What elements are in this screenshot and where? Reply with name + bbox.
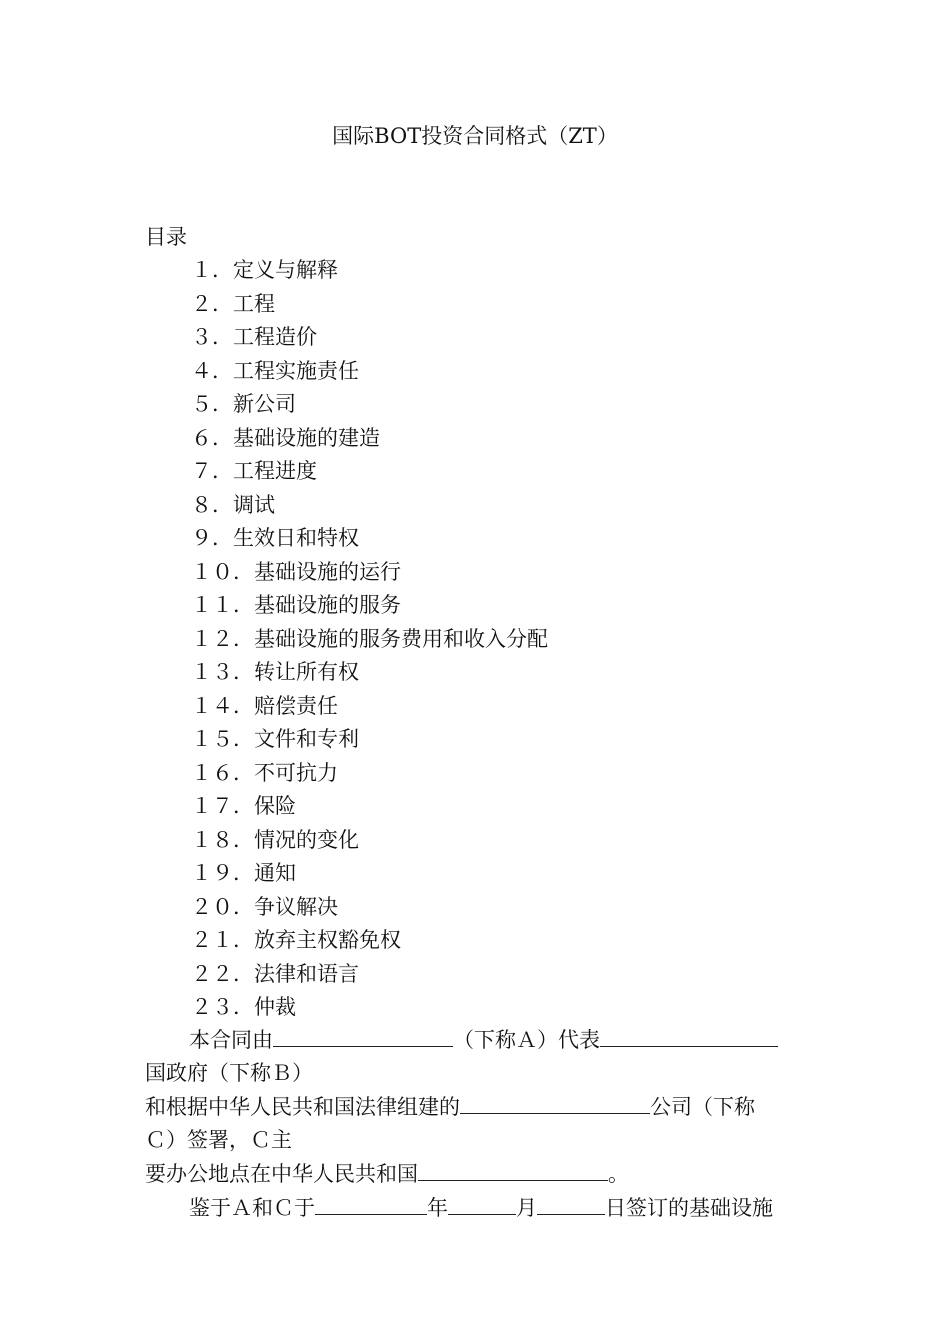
toc-item: １４．赔偿责任 [191,693,338,718]
toc-item: １７．保险 [191,794,296,818]
toc-item: １２．基础设施的服务费用和收入分配 [191,626,548,651]
body-line-5 [145,1159,629,1189]
toc-item: １１．基础设施的服务 [191,593,401,617]
toc-item: ３．工程造价 [191,325,317,349]
toc-item: ９．生效日和特权 [191,526,359,550]
toc-item: ２０．争议解决 [191,894,338,919]
body-text: 公司（下称 [650,1095,755,1119]
toc-item: １０．基础设施的运行 [191,559,401,584]
body-line-6 [189,1193,773,1223]
toc-item: ２１．放弃主权豁免权 [191,928,401,952]
day-blank[interactable] [537,1194,605,1215]
toc-item: ６．基础设施的建造 [191,425,380,450]
body-text: 本合同由 [189,1028,273,1052]
toc-item: １３．转让所有权 [191,660,359,684]
body-line-4: Ｃ）签署，Ｃ主 [145,1128,292,1152]
toc-item: １５．文件和专利 [191,727,359,751]
fill-blank[interactable] [460,1093,650,1114]
body-text: 和根据中华人民共和国法律组建的 [145,1095,460,1119]
fill-blank[interactable] [418,1160,608,1181]
toc-item: ２３．仲裁 [191,995,296,1019]
fill-blank[interactable] [273,1026,453,1047]
body-line-3 [145,1092,755,1122]
body-text: 。 [608,1162,629,1186]
toc-item: １６．不可抗力 [191,760,338,785]
body-text: 日签订的基础设施 [605,1196,773,1220]
body-line-2: 国政府（下称Ｂ） [145,1061,313,1085]
toc-item: ２．工程 [191,291,275,316]
toc-item: ５．新公司 [191,392,296,416]
toc-item: １９．通知 [191,861,296,885]
toc-heading: 目录 [145,225,187,249]
body-text: 月 [516,1196,537,1220]
year-blank[interactable] [315,1194,427,1215]
body-line-1 [189,1025,778,1055]
toc-list [191,255,548,1026]
toc-item: ８．调试 [191,492,275,517]
page-title: 国际BOT投资合同格式（ZT） [332,124,618,148]
month-blank[interactable] [448,1194,516,1215]
toc-item: ４．工程实施责任 [191,358,359,383]
toc-item: ２２．法律和语言 [191,961,359,986]
body-text: 鉴于Ａ和Ｃ于 [189,1196,315,1220]
toc-item: ７．工程进度 [191,459,317,483]
toc-item: １８．情况的变化 [191,827,359,852]
toc-item: １．定义与解释 [191,258,338,282]
body-text: （下称Ａ）代表 [453,1028,600,1052]
body-text: 要办公地点在中华人民共和国 [145,1162,418,1186]
body-text: 年 [427,1196,448,1220]
fill-blank[interactable] [600,1026,778,1047]
